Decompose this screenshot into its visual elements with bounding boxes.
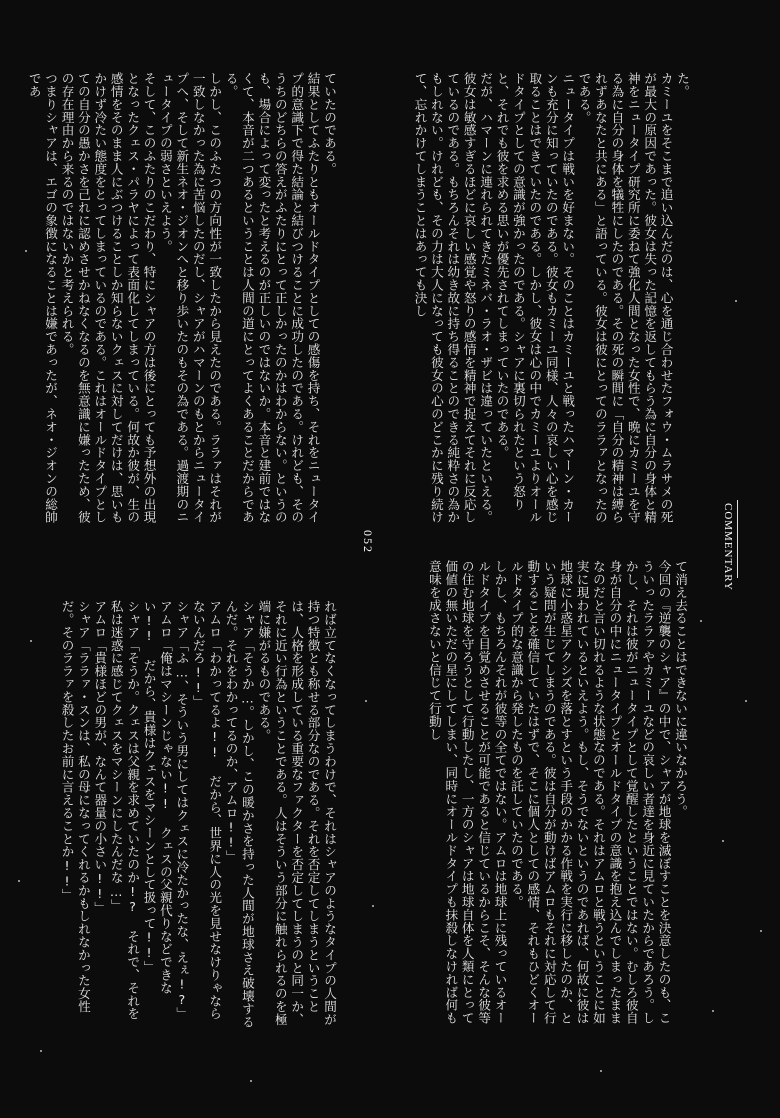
text-column-top-left: ていたのである。 結果としてふたりともオールドタイプとしての感傷を持ち、それをニュータイプ的意識下で得た結論と結びつけることに成功したのである。けれども、そのうちのどちらの答えがふたりにとって正しかったのかはわからない。というのも、場合によって変ったと考えるのが正しいのではないか。本音と建前ではなくて、本音が二つあるということは人間の道にとってよくあることだからである。 しかし、このふたつの方向性が一致したから見えたのである。ララァはそれが一致しなかった為に苦悩したのだし、シャアがハマーンのもとからニュータイプへ、そして新生ネオ・ジオンへと移り歩いたのもその為である。過渡期のニュータイプの弱さといえよう。 そして、このふたりのこだわり、特にシャアの方は後にとっても予想外の出現となったクェス・パラヤによって表面化してしまっている。何故か彼が、生の感情をそのまま人にぶつけることしか知らないクェスに対してだけは、思いもかけず冷たい態度をとってしまっているのである。これはオールドタイプとしての自分の愚かさを己れに認めさせかねなくなるのを無意識に嫌ったため、彼の存在理由から来るのではないかと考えられる。 つまりシャアは、エゴの象徴になることは嫌であったが、ネオ・ジオンの総帥であ — [26, 72, 337, 524]
star-speck — [30, 640, 32, 642]
star-speck — [25, 250, 27, 252]
star-speck — [372, 905, 374, 907]
star-speck — [712, 1010, 714, 1012]
text-column-bottom-right: て消え去ることはできないに違いなかろう。 今回の『逆襲のシャア』の中で、シャアが地球を滅ぼすことを決意したのも、こういったララァやカミーユなどの哀しい者達を身近に見ていたからであろう。しかし、それは彼がニュータイプとして覚醒したということではない。むしろ彼自身が自分の中にニュータイプとオールドタイプの意識を抱え込んでしまったままなのだと言い切れるような状態なのである。それはアムロと戦うということに如実に現われているといえよう。もし、そうでないというのであれば、何故に彼は地球に小惑星アクシズを落とすという手段のかかる作戦を実行に移したのか、という疑問が生じてしまうのである。彼は自分が動けばアムロもそれに対応して行動することを確信していたはずで、そこに個人としての感情、それもひどくオールドタイプ的な意識から発したものを託していたのである。 しかし、もちろんそれが彼等の全てではない。アムロは地球上に残っているオールドタイプを目覚めさせることが可能であると信じているからこそ、そんな彼等の住む地球を守ろうとして行動したし、一方のシャアは地球自体を人類にとって価値の無いただの星にしてしまい、同時にオールドタイプも抹殺しなければ何も意味を成さないと信じて行動し — [426, 560, 688, 1025]
star-speck — [600, 1070, 602, 1072]
star-speck — [745, 700, 747, 702]
star-speck — [760, 930, 762, 932]
star-speck — [40, 1050, 42, 1052]
section-label: COMMENTARY — [722, 503, 734, 591]
star-speck — [365, 700, 367, 702]
star-speck — [18, 880, 20, 882]
text-column-top-right: た。 カミーユをそこまで追い込んだのは、心を通じ合わせたフォウ・ムラサメの死が最大の原因であった。彼女は失った記憶を返してもらう為に自分の身体と精神をニュータイプ研究所に委ねて強化人間となった女性で、晩にカミーユを守る為に自分の身体を犠牲にしたのである。その死の瞬間に「自分の精神は縛られずあなたと共にある」と語っている。彼女は彼にとってのララァとなったのである。 ニュータイプは戦いを好まない。そのことはカミーユと戦ったハマーン・カーンも充分に知っていたのである。彼女もカミーユ同様、人々の哀しい心を感じ取ることはできていたのである。しかし、彼女は心の中でカミーユよりオールドタイプとしての意識が強かったのである。シャアに裏切られたという怒りと、それでも彼を求める思いが優先されてしまっていたのである。 だが、ハマーンに連れられてきたミネバ・ラオ・ザビは違っていたといえる。彼女は敏感すぎるほどに哀しい感覚や怒りの感情を精神で捉えてそれに反応しているのである。もちろんそれは幼き故に持ち得ることのできる純粋さの為かもしれない。けれども、その力は大人になっても彼女の心のどこかに残り続けて、忘れかけてしまうことはあっても決し — [412, 72, 690, 524]
section-rule — [737, 500, 738, 578]
star-speck — [250, 1080, 252, 1082]
text-column-bottom-left: れば立てなくなってしまうわけで、それはシャアのようなタイプの人間が持つ特徴とも称せる部分なのである。それを否定してしまうということは、人格を形成している重要なファクターを否定してしまうのと同一か、それに近い行為ということである。人はそういう部分に触れられるのを極端に嫌がるものである。 シャア「そうか…。しかし、この暖かさを持った人間が地球さえ破壊するんだ。それをわかってるのか、アムロ!!」 アムロ「わかってるよ!! だから、世界に人の光を見せなけりゃならないんだろ!!」 シャア「ふ…、そういう男にしてはクェスに冷たかったな、えぇ!?」 アムロ「俺はマシーンじゃない!! クェスの父親代りなどできない!! だから、貴様はクェスをマシーンとして扱って!!」 シャア「そうか。クェスは父親を求めていたのか!? それで、それを私は迷惑に感じてクェスをマシーンにしたんだな…」 アムロ「貴様ほどの男が、なんて器量の小さい!!」 シャア「ララァ・スンは、私の母になってくれるかもしれなかった女性だ。そのララァを殺したお前に言えることか!!」 — [59, 600, 337, 1029]
star-speck — [700, 620, 702, 622]
star-speck — [735, 300, 737, 302]
page-number: 052 — [361, 530, 375, 554]
star-speck — [722, 840, 724, 842]
